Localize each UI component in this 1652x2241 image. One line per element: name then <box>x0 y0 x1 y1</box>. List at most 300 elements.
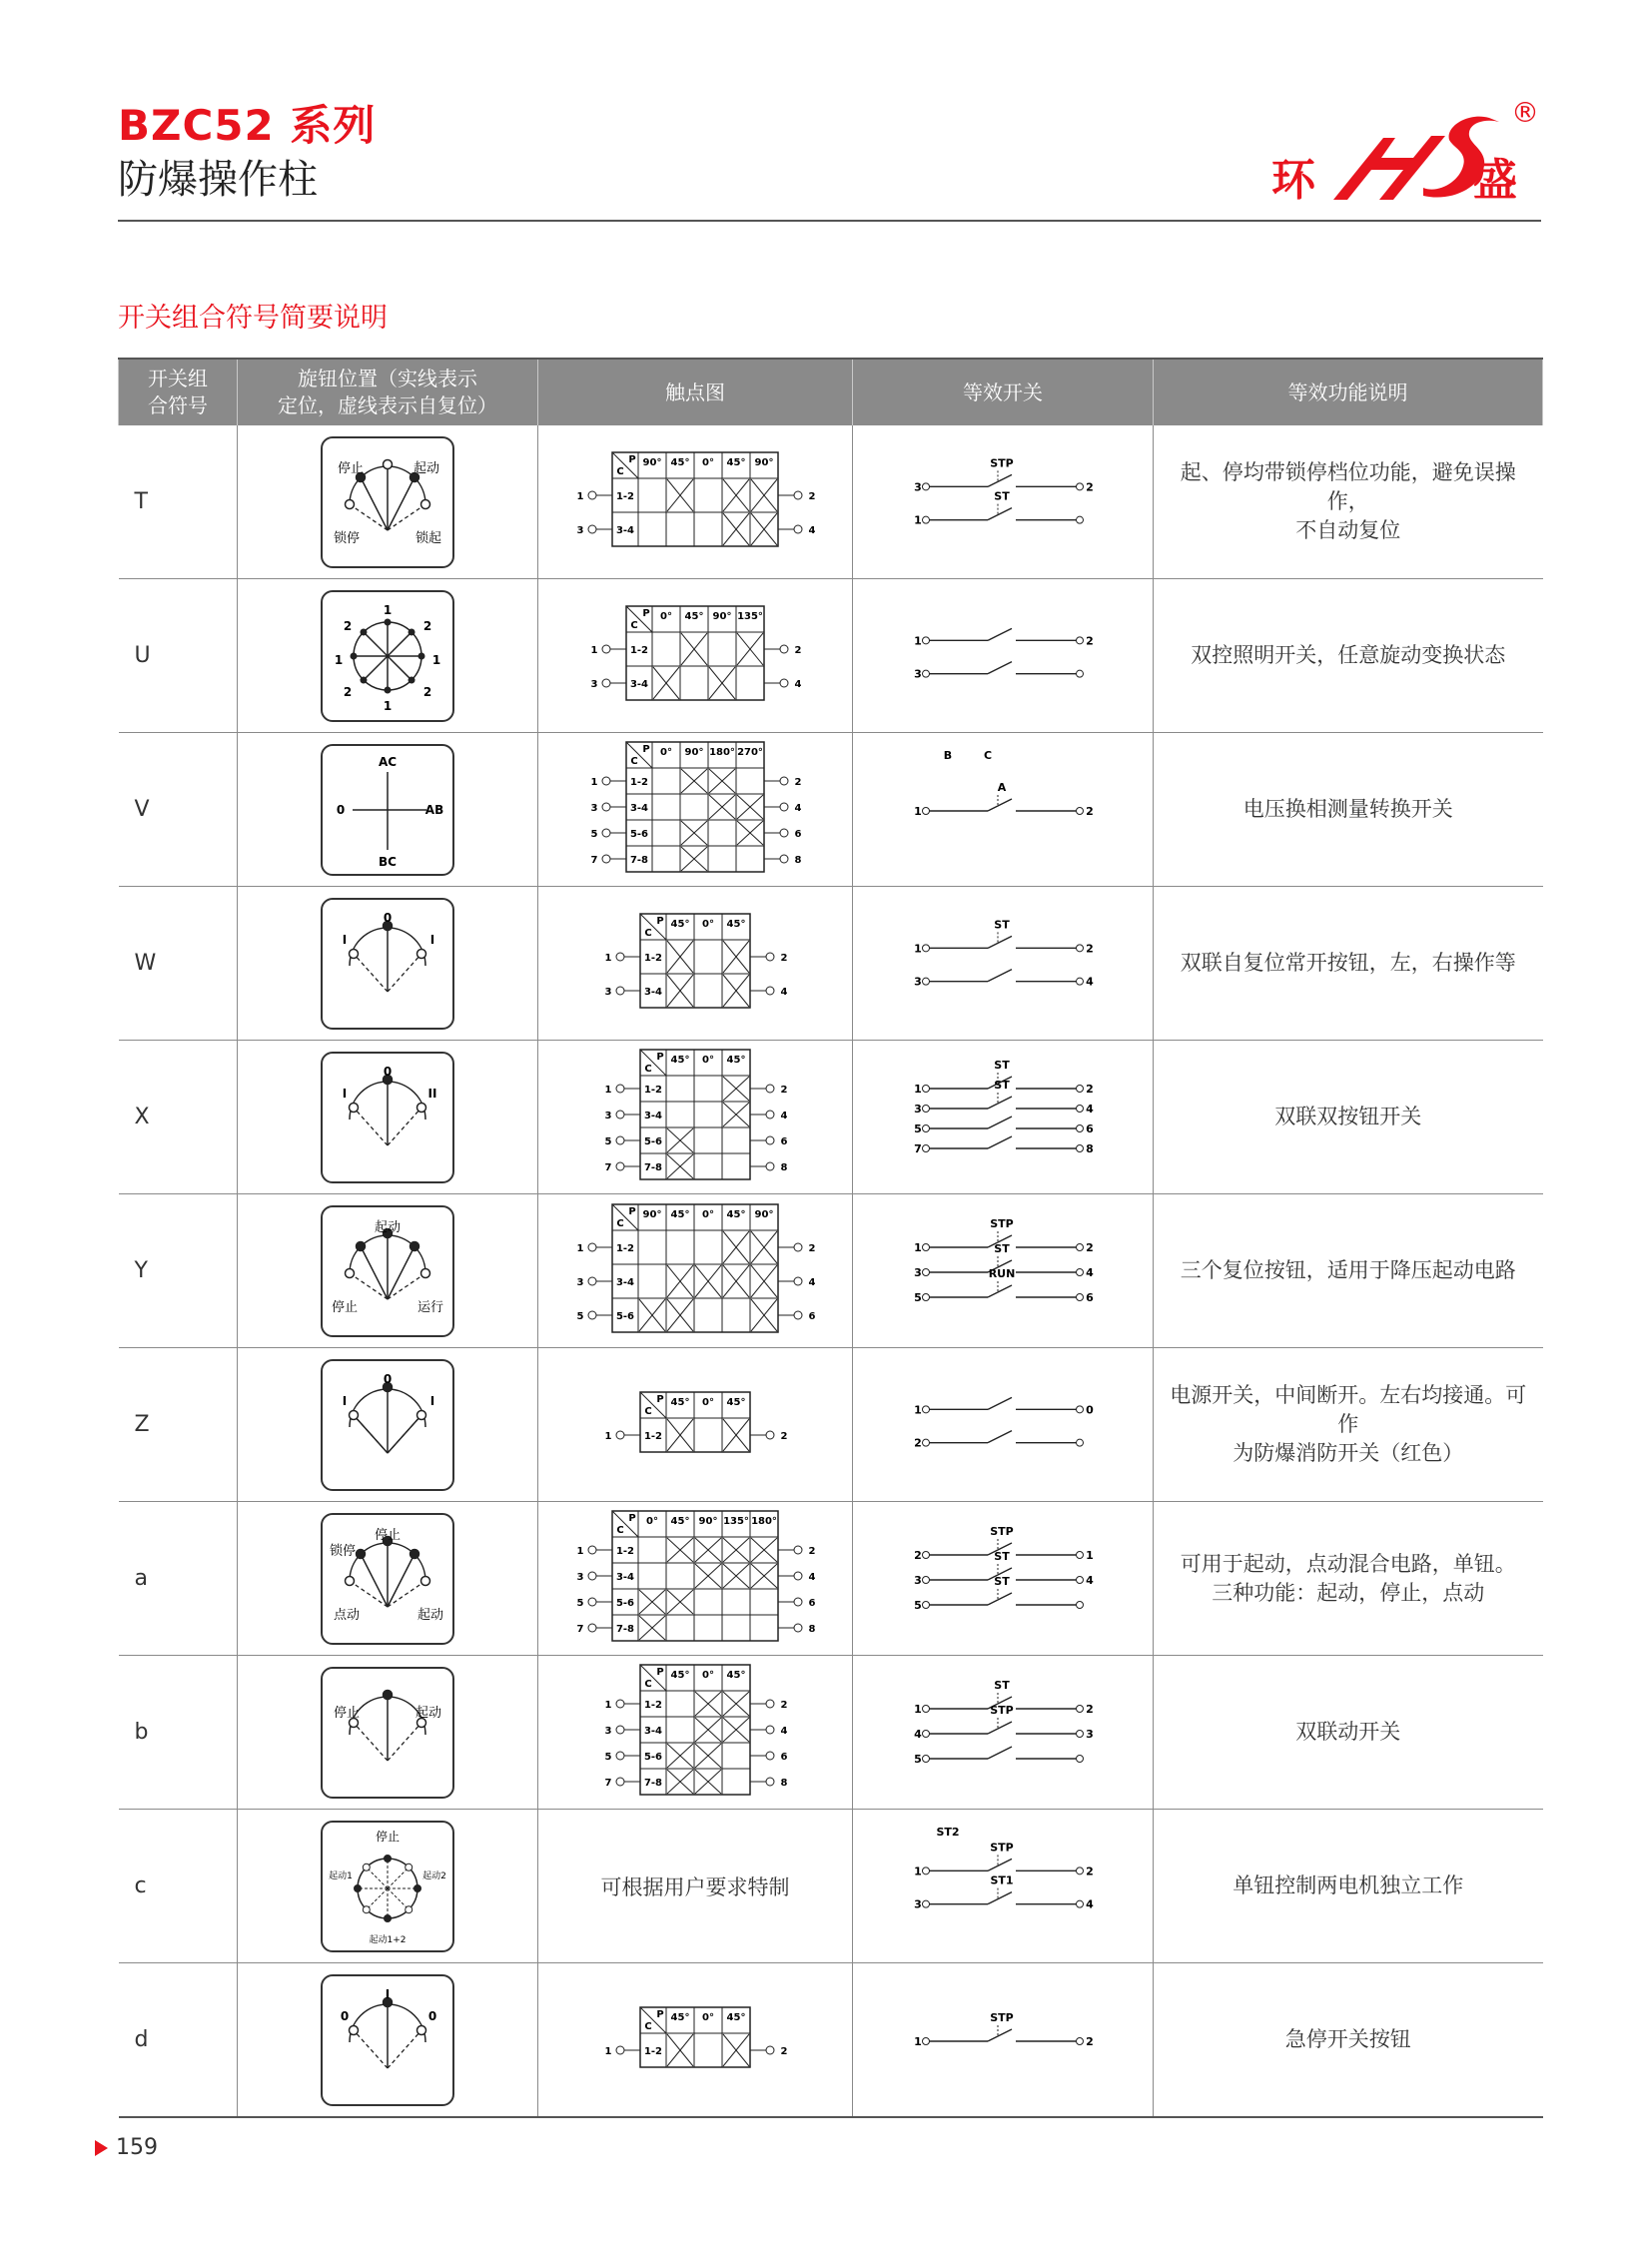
terminal-label: 5 <box>604 1752 612 1763</box>
contact-label: 1-2 <box>629 645 649 656</box>
page-marker-icon <box>95 2140 108 2156</box>
knob-cell <box>238 425 538 579</box>
contact-diagram <box>538 444 852 559</box>
function-text: 双联双按钮开关 <box>1274 1105 1422 1128</box>
knob-label: BC <box>379 854 397 869</box>
switch-name-label: B <box>943 749 953 762</box>
function-text: 双控照明开关，任意旋动变换状态 <box>1191 643 1506 667</box>
knob-dot <box>384 459 393 468</box>
contact-label: 1-2 <box>643 1431 663 1442</box>
terminal-label: 1 <box>604 1085 612 1096</box>
knob-label: AB <box>424 802 444 817</box>
terminal-label: 2 <box>914 1436 922 1450</box>
angle-label: 0° <box>702 2012 714 2023</box>
function-text: 起、停均带锁停档位功能，避免误操作， 不自动复位 <box>1180 460 1516 542</box>
contact-label: 3-4 <box>615 525 635 536</box>
equivalent-switch-diagram <box>853 901 1153 1026</box>
contact-label: 1-2 <box>615 1243 635 1254</box>
grid-p-label: P <box>628 454 636 465</box>
contact-label: 3-4 <box>643 1111 663 1121</box>
angle-label: 45° <box>670 1516 690 1527</box>
terminal-label: 1 <box>576 1243 584 1254</box>
table-row <box>119 733 1543 887</box>
symbol-cell: W <box>119 887 238 1041</box>
registered-mark: ® <box>1511 96 1539 129</box>
switch-name-label: ST <box>994 1550 1010 1563</box>
terminal-label: 1 <box>576 491 584 502</box>
contact-grid-icon <box>556 598 834 708</box>
function-cell <box>1154 1502 1543 1656</box>
terminal-label: 4 <box>794 679 802 690</box>
knob-dot <box>421 1268 430 1277</box>
function-cell <box>1154 1810 1543 1963</box>
equivalent-switch-icon <box>908 1977 1098 2097</box>
grid-c-label: C <box>616 466 624 477</box>
symbol-cell: V <box>119 733 238 887</box>
angle-label: 0° <box>702 457 714 468</box>
contact-label: 3-4 <box>615 1572 635 1583</box>
page-header <box>118 100 376 206</box>
terminal-label: 2 <box>1086 1241 1094 1254</box>
angle-label: 45° <box>670 1670 690 1681</box>
terminal-label: 6 <box>780 1136 788 1147</box>
contact-label: 3-4 <box>629 803 649 814</box>
grid-p-label: P <box>656 2009 664 2020</box>
terminal-label: 2 <box>914 1549 922 1562</box>
knob-dot <box>350 1410 359 1419</box>
knob-dot <box>385 686 392 693</box>
contact-label: 7-8 <box>643 1778 663 1789</box>
knob-dot <box>351 652 358 659</box>
switch-name-label: ST <box>994 1059 1010 1072</box>
knob-dot <box>414 1884 421 1891</box>
terminal-label: 1 <box>914 942 922 956</box>
terminal-label: 1 <box>914 513 922 527</box>
terminal-label: 3 <box>576 1572 584 1583</box>
angle-label: 0° <box>660 747 672 758</box>
function-text: 单钮控制两电机独立工作 <box>1233 1873 1464 1897</box>
grid-p-label: P <box>656 1052 664 1063</box>
switch-name-label: ST <box>994 1079 1010 1092</box>
equivalent-cell <box>853 1502 1154 1656</box>
symbol-cell: a <box>119 1502 238 1656</box>
symbol-cell: X <box>119 1041 238 1194</box>
switch-name-label: STP <box>990 1704 1014 1717</box>
switch-name-label: C <box>983 749 993 762</box>
equivalent-cell <box>853 1656 1154 1810</box>
angle-label: 45° <box>684 611 704 622</box>
terminal-label: 4 <box>1086 975 1094 989</box>
contact-label: 5-6 <box>643 1752 663 1763</box>
logo-right-char: 盛 <box>1473 155 1517 206</box>
terminal-label: 3 <box>914 1897 922 1911</box>
equivalent-switch-icon <box>908 747 1098 867</box>
terminal-label: 4 <box>780 987 788 998</box>
equivalent-switch-diagram <box>853 1208 1153 1333</box>
contact-label: 1-2 <box>643 1700 663 1711</box>
contact-label: 1-2 <box>643 2046 663 2057</box>
terminal-label: 3 <box>914 1266 922 1279</box>
knob-label: 2 <box>343 684 353 699</box>
symbol-cell: T <box>119 425 238 579</box>
angle-label: 90° <box>642 457 662 468</box>
terminal-label: 6 <box>808 1598 816 1609</box>
angle-label: 90° <box>754 1209 774 1220</box>
terminal-label: 4 <box>780 1726 788 1737</box>
knob-dot <box>411 1549 419 1558</box>
knob-dot <box>360 628 367 635</box>
terminal-label: 1 <box>914 805 922 818</box>
contact-grid-icon <box>570 906 820 1016</box>
terminal-label: 5 <box>914 1753 922 1766</box>
angle-label: 0° <box>646 1516 658 1527</box>
equivalent-switch-icon <box>908 439 1098 559</box>
terminal-label: 2 <box>780 1700 788 1711</box>
function-text: 可用于起动，点动混合电路，单钮。 三种功能：起动，停止，点动 <box>1180 1551 1516 1605</box>
knob-dot <box>346 499 355 508</box>
contact-label: 1-2 <box>615 491 635 502</box>
knob-label: 0 <box>383 1064 393 1079</box>
switch-name-label: STP <box>990 456 1014 470</box>
knob-dot <box>385 618 392 625</box>
knob-diagram <box>321 744 454 876</box>
knob-label: 起动2 <box>422 1870 446 1881</box>
angle-label: 45° <box>726 1209 746 1220</box>
equivalent-cell <box>853 579 1154 733</box>
angle-label: 0° <box>702 1397 714 1408</box>
terminal-label: 1 <box>914 1403 922 1417</box>
contact-label: 5-6 <box>615 1598 635 1609</box>
knob-dot <box>406 1864 413 1870</box>
col-header-contact: 触点图 <box>538 359 853 425</box>
knob-dot <box>409 676 415 683</box>
terminal-label: 2 <box>780 953 788 964</box>
col-header-equivalent: 等效开关 <box>853 359 1154 425</box>
knob-label: I <box>385 1986 391 2001</box>
table-row <box>119 1656 1543 1810</box>
terminal-label: 1 <box>576 1546 584 1557</box>
equivalent-switch-diagram <box>853 1977 1153 2102</box>
contact-cell <box>538 1194 853 1348</box>
terminal-label: 3 <box>1086 1728 1094 1741</box>
table-row <box>119 1502 1543 1656</box>
angle-label: 180° <box>709 747 735 758</box>
grid-c-label: C <box>644 1679 652 1690</box>
knob-diagram <box>321 1205 454 1337</box>
terminal-label: 3 <box>914 1103 922 1116</box>
equivalent-cell <box>853 1194 1154 1348</box>
contact-label: 7-8 <box>615 1624 635 1635</box>
knob-dot <box>350 949 359 958</box>
angle-label: 135° <box>737 611 763 622</box>
knob-dot <box>417 1410 426 1419</box>
equivalent-switch-diagram <box>853 1824 1153 1948</box>
function-text: 双联动开关 <box>1295 1720 1401 1744</box>
knob-label: 起动1+2 <box>369 1934 407 1945</box>
switch-name-label: STP <box>990 1841 1014 1855</box>
terminal-label: 8 <box>808 1624 816 1635</box>
terminal-label: 2 <box>808 1546 816 1557</box>
knob-dot <box>357 1241 366 1250</box>
terminal-label: 6 <box>808 1311 816 1322</box>
terminal-label: 5 <box>604 1136 612 1147</box>
knob-cell <box>238 1963 538 2118</box>
function-cell <box>1154 425 1543 579</box>
knob-dot <box>363 1905 370 1912</box>
angle-label: 45° <box>726 919 746 930</box>
terminal-label: 1 <box>1086 1549 1094 1562</box>
terminal-label: 7 <box>604 1162 612 1173</box>
contact-cell <box>538 1656 853 1810</box>
contact-cell <box>538 1810 853 1963</box>
knob-dot <box>417 949 426 958</box>
terminal-label: 2 <box>780 1085 788 1096</box>
terminal-label: 1 <box>914 634 922 648</box>
function-cell <box>1154 1348 1543 1502</box>
terminal-label: 8 <box>1086 1142 1094 1155</box>
contact-cell <box>538 1963 853 2118</box>
angle-label: 45° <box>670 919 690 930</box>
contact-custom-text: 可根据用户要求特制 <box>600 1874 790 1899</box>
knob-dot <box>417 1103 426 1112</box>
knob-dot <box>411 1241 419 1250</box>
contact-diagram <box>538 598 852 713</box>
terminal-label: 2 <box>794 645 802 656</box>
switch-name-label: ST1 <box>990 1873 1014 1887</box>
angle-label: 45° <box>726 1397 746 1408</box>
knob-position-icon <box>323 1361 452 1489</box>
terminal-label: 4 <box>1086 1266 1094 1279</box>
knob-cell <box>238 733 538 887</box>
contact-diagram <box>538 1657 852 1808</box>
angle-label: 90° <box>754 457 774 468</box>
equivalent-switch-icon <box>908 1362 1098 1482</box>
switch-name-label: RUN <box>988 1267 1016 1280</box>
angle-label: 90° <box>684 747 704 758</box>
contact-label: 1-2 <box>629 777 649 788</box>
contact-grid-icon <box>570 1384 820 1460</box>
terminal-label: 3 <box>590 679 598 690</box>
knob-dot <box>417 2025 426 2034</box>
terminal-label: 2 <box>808 1243 816 1254</box>
contact-diagram <box>538 1871 852 1901</box>
terminal-label: 8 <box>780 1162 788 1173</box>
knob-position-icon <box>323 1976 452 2104</box>
knob-diagram <box>321 1052 454 1183</box>
contact-diagram <box>538 1042 852 1192</box>
equivalent-cell <box>853 1348 1154 1502</box>
knob-diagram <box>321 1821 454 1952</box>
switch-name-label: ST <box>994 489 1010 503</box>
terminal-label: 1 <box>590 645 598 656</box>
grid-p-label: P <box>656 1667 664 1678</box>
contact-label: 5-6 <box>615 1311 635 1322</box>
product-title: 防爆操作柱 <box>118 157 318 203</box>
angle-label: 180° <box>751 1516 777 1527</box>
equivalent-cell <box>853 887 1154 1041</box>
contact-label: 5-6 <box>629 829 649 840</box>
function-text: 双联自复位常开按钮，左，右操作等 <box>1180 951 1516 975</box>
knob-label: I <box>342 1393 348 1408</box>
terminal-label: 4 <box>780 1111 788 1121</box>
terminal-label: 2 <box>794 777 802 788</box>
terminal-label: 3 <box>604 987 612 998</box>
grid-p-label: P <box>642 608 650 619</box>
knob-label: 0 <box>336 802 346 817</box>
knob-label: 锁停 <box>329 1543 357 1559</box>
switch-name-label: STP <box>990 2011 1014 2024</box>
angle-label: 45° <box>670 1209 690 1220</box>
knob-diagram <box>321 1974 454 2106</box>
terminal-label: 2 <box>780 2046 788 2057</box>
col-header-function: 等效功能说明 <box>1154 359 1543 425</box>
equivalent-switch-icon <box>908 593 1098 713</box>
knob-cell <box>238 1656 538 1810</box>
grid-c-label: C <box>616 1525 624 1536</box>
terminal-label: 1 <box>604 2046 612 2057</box>
symbol-cell: Y <box>119 1194 238 1348</box>
grid-p-label: P <box>656 916 664 927</box>
knob-position-icon <box>323 1669 452 1797</box>
contact-grid-icon <box>570 1999 820 2075</box>
angle-label: 0° <box>702 1209 714 1220</box>
knob-diagram <box>321 1667 454 1799</box>
angle-label: 45° <box>726 1670 746 1681</box>
table-row <box>119 887 1543 1041</box>
equivalent-cell <box>853 1963 1154 2118</box>
knob-dot <box>350 1103 359 1112</box>
function-cell <box>1154 1963 1543 2118</box>
grid-c-label: C <box>630 620 638 631</box>
terminal-label: 6 <box>780 1752 788 1763</box>
knob-label: 1 <box>383 602 393 617</box>
equivalent-switch-icon <box>908 1670 1098 1790</box>
angle-label: 270° <box>737 747 763 758</box>
function-cell <box>1154 887 1543 1041</box>
function-text: 电压换相测量转换开关 <box>1242 797 1453 821</box>
switch-name-label: ST <box>994 1575 1010 1588</box>
knob-label: I <box>429 1393 435 1408</box>
knob-diagram <box>321 436 454 568</box>
knob-label: 1 <box>334 652 344 667</box>
logo-left-char: 环 <box>1271 155 1315 206</box>
knob-dot <box>360 676 367 683</box>
table-row <box>119 1963 1543 2118</box>
knob-label: 起动 <box>374 1219 402 1235</box>
knob-label: I <box>342 1086 348 1101</box>
switch-name-label: ST2 <box>936 1826 960 1839</box>
terminal-label: 8 <box>780 1778 788 1789</box>
terminal-label: 1 <box>604 953 612 964</box>
contact-cell <box>538 1041 853 1194</box>
knob-cell <box>238 887 538 1041</box>
terminal-label: 3 <box>914 667 922 681</box>
function-text: 电源开关，中间断开。左右均接通。可作 为防爆消防开关（红色） <box>1170 1383 1527 1465</box>
contact-cell <box>538 579 853 733</box>
knob-cell <box>238 1041 538 1194</box>
knob-position-icon <box>323 746 452 874</box>
knob-position-icon <box>323 1823 452 1950</box>
terminal-label: 8 <box>794 855 802 866</box>
table-row <box>119 1194 1543 1348</box>
angle-label: 45° <box>670 1397 690 1408</box>
function-text: 急停开关按钮 <box>1284 2027 1411 2051</box>
contact-grid-icon <box>542 1503 848 1649</box>
knob-label: 停止 <box>374 1527 402 1543</box>
terminal-label: 2 <box>1086 634 1094 648</box>
terminal-label: 5 <box>914 1599 922 1612</box>
switch-name-label: ST <box>994 1679 1010 1692</box>
knob-dot <box>346 1268 355 1277</box>
function-cell <box>1154 1041 1543 1194</box>
terminal-label: 5 <box>576 1311 584 1322</box>
terminal-label: 5 <box>914 1291 922 1304</box>
terminal-label: 3 <box>576 525 584 536</box>
grid-p-label: P <box>642 744 650 755</box>
knob-diagram <box>321 590 454 722</box>
grid-c-label: C <box>644 928 652 939</box>
terminal-label: 1 <box>604 1700 612 1711</box>
contact-label: 1-2 <box>615 1546 635 1557</box>
equivalent-cell <box>853 733 1154 887</box>
equivalent-switch-icon <box>908 1208 1098 1328</box>
knob-cell <box>238 579 538 733</box>
angle-label: 45° <box>726 1055 746 1066</box>
knob-label: 点动 <box>333 1607 361 1623</box>
contact-diagram <box>538 906 852 1021</box>
terminal-label: 1 <box>914 1083 922 1096</box>
contact-diagram <box>538 1999 852 2080</box>
knob-label: 2 <box>422 684 432 699</box>
knob-diagram <box>321 898 454 1030</box>
knob-cell <box>238 1810 538 1963</box>
equivalent-switch-diagram <box>853 1362 1153 1487</box>
terminal-label: 0 <box>1086 1403 1094 1417</box>
angle-label: 45° <box>670 457 690 468</box>
equivalent-cell <box>853 425 1154 579</box>
contact-diagram <box>538 734 852 885</box>
terminal-label: 4 <box>1086 1574 1094 1587</box>
table-row <box>119 579 1543 733</box>
grid-c-label: C <box>644 2021 652 2032</box>
knob-position-icon <box>323 1207 452 1335</box>
terminal-label: 4 <box>1086 1103 1094 1116</box>
knob-position-icon <box>323 900 452 1028</box>
terminal-label: 1 <box>914 1241 922 1254</box>
knob-dot <box>421 499 430 508</box>
knob-label: 起动 <box>413 460 440 476</box>
contact-diagram <box>538 1384 852 1465</box>
knob-label: 起动 <box>416 1607 444 1623</box>
table-row <box>119 1810 1543 1963</box>
knob-label: 1 <box>431 652 441 667</box>
angle-label: 90° <box>712 611 732 622</box>
grid-p-label: P <box>656 1394 664 1405</box>
terminal-label: 5 <box>914 1122 922 1135</box>
knob-dot <box>385 1914 392 1921</box>
contact-label: 3-4 <box>643 1726 663 1737</box>
function-text: 三个复位按钮，适用于降压起动电路 <box>1180 1258 1516 1282</box>
knob-label: 停止 <box>333 1705 361 1721</box>
knob-dot <box>363 1864 370 1870</box>
knob-label: 停止 <box>337 460 365 476</box>
knob-label: 0 <box>383 1371 393 1386</box>
symbol-cell: d <box>119 1963 238 2118</box>
col-header-symbol-text: 开关组 合符号 <box>148 367 208 417</box>
terminal-label: 1 <box>914 2035 922 2048</box>
knob-label: 起动1 <box>329 1870 353 1881</box>
angle-label: 45° <box>726 2012 746 2023</box>
